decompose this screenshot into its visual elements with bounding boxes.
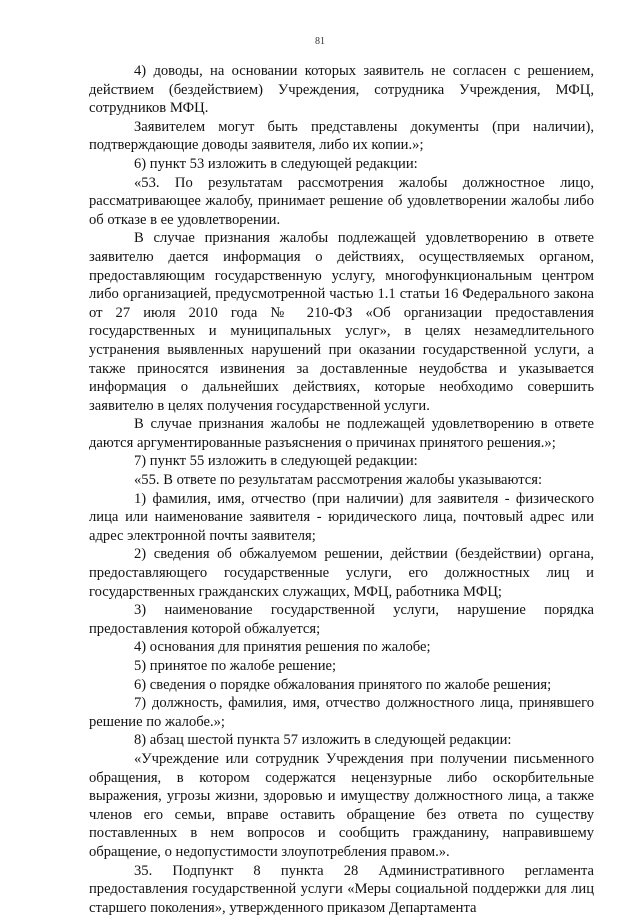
- paragraph-14: 6) сведения о порядке обжалования принятого по жалобе решения;: [134, 676, 552, 693]
- paragraph-16: 8) абзац шестой пункта 57 изложить в следующей редакции:: [134, 732, 512, 749]
- paragraph-8: «55. В ответе по результатам рассмотрения жалобы указываются:: [134, 472, 543, 489]
- paragraph-7: 7) пункт 55 изложить в следующей редакции:: [134, 453, 418, 470]
- paragraph-5: В случае признания жалобы подлежащей удовлетворению в ответе заявителю дается информация о действиях, осуществляемых органом, предоставляющим государственную услугу, многофункциональным центром либо организацией, предусмотренной частью 1.1 статьи 16 Федерального закона от 27 июля 2010 года № 210-ФЗ «Об организации предоставления государственных и муниципальных услуг», в целях незамедлительного устранения выявленных нарушений при оказании государственной услуги, а также приносятся извинения за доставленные неудобства и указывается информация о дальнейших действиях, которые необходимо совершить заявителю в целях получения государственной услуги.: [89, 230, 594, 414]
- page-number: 81: [315, 36, 325, 47]
- paragraph-15: 7) должность, фамилия, имя, отчество должностного лица, принявшего решение по жалобе.»;: [89, 695, 594, 730]
- paragraph-11: 3) наименование государственной услуги, нарушение порядка предоставления которой обжалуется;: [89, 602, 594, 637]
- paragraph-13: 5) принятое по жалобе решение;: [134, 658, 337, 674]
- paragraph-2: Заявителем могут быть представлены документы (при наличии), подтверждающие доводы заявителя, либо их копии.»;: [89, 118, 594, 154]
- paragraph-10: 2) сведения об обжалуемом решении, действии (бездействии) органа, предоставляющего государственные услуги, его должностных лиц и государственных гражданских служащих, МФЦ, работника МФЦ;: [89, 546, 594, 600]
- paragraph-9: 1) фамилия, имя, отчество (при наличии) для заявителя - физического лица или наименование заявителя - юридического лица, почтовый адрес или адрес электронной почты заявителя;: [89, 490, 594, 544]
- paragraph-17: «Учреждение или сотрудник Учреждения при получении письменного обращения, в котором содержатся нецензурные либо оскорбительные выражения, угрозы жизни, здоровью и имуществу должностного лица, а также членов его семьи, вправе оставить обращение без ответа по существу поставленных в нем вопросов и сообщить гражданину, направившему обращение, о недопустимости злоупотребления правом.».: [89, 750, 594, 860]
- paragraph-4: «53. По результатам рассмотрения жалобы должностное лицо, рассматривающее жалобу, принимает решение об удовлетворении жалобы либо об отказе в ее удовлетворении.: [89, 174, 594, 228]
- paragraph-12: 4) основания для принятия решения по жалобе;: [134, 639, 431, 656]
- paragraph-1: 4) доводы, на основании которых заявитель не согласен с решением, действием (бездействием) Учреждения, сотрудника Учреждения, МФЦ, сотрудников МФЦ.: [89, 63, 594, 117]
- paragraph-6: В случае признания жалобы не подлежащей удовлетворению в ответе даются аргументированные разъяснения о причинах принятого решения.»;: [89, 416, 594, 451]
- paragraph-18: 35. Подпункт 8 пункта 28 Административного регламента предоставления государственной услуги «Меры социальной поддержки для лиц старшего поколения», утвержденного приказом Департамента: [89, 862, 594, 916]
- document-body: [89, 62, 594, 917]
- paragraph-3: 6) пункт 53 изложить в следующей редакции:: [134, 155, 418, 172]
